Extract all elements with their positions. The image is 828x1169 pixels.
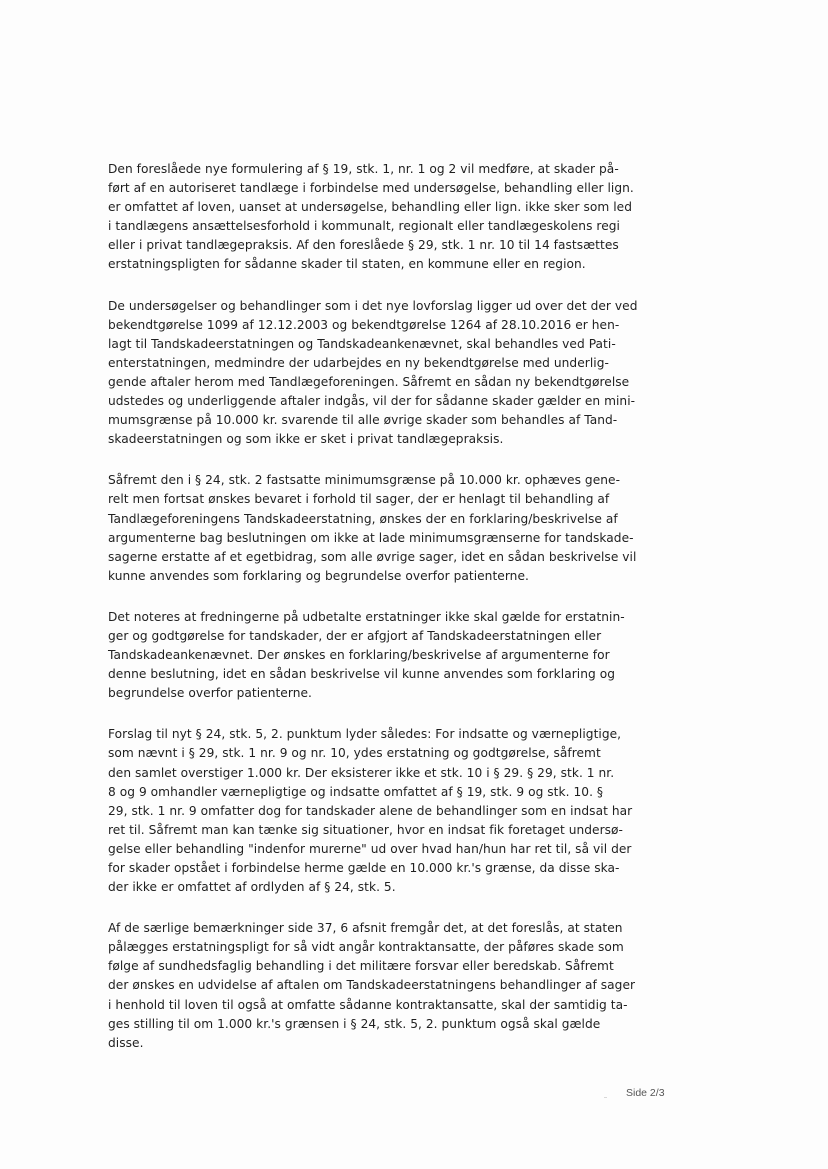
text-line: ret til. Såfremt man kan tænke sig situationer, hvor en indsat fik foretaget undersø-	[108, 822, 623, 837]
text-line: erstatningspligten for sådanne skader til staten, en kommune eller en region.	[108, 257, 586, 272]
text-line: Den foreslåede nye formulering af § 19, stk. 1, nr. 1 og 2 vil medføre, at skader på-	[108, 162, 619, 176]
scan-mark	[604, 1097, 607, 1098]
text-line: Såfremt den i § 24, stk. 2 fastsatte minimumsgrænse på 10.000 kr. ophæves gene-	[108, 473, 621, 488]
paragraph	[108, 608, 638, 703]
text-line: som nævnt i § 29, stk. 1 nr. 9 og nr. 10, ydes erstatning og godtgørelse, såfremt	[108, 746, 601, 761]
text-line: De undersøgelser og behandlinger som i det nye lovforslag ligger ud over det der ved	[108, 298, 638, 313]
text-line: argumenterne bag beslutningen om ikke at lade minimumsgrænserne for tandskade-	[108, 530, 634, 545]
text-line: er omfattet af loven, uanset at undersøgelse, behandling eller lign. ikke sker som led	[108, 200, 632, 215]
text-line: Tandskadeankenævnet. Der ønskes en forklaring/beskrivelse af argumenterne for	[108, 648, 610, 663]
text-line: ger og godtgørelse for tandskader, der er afgjort af Tandskadeerstatningen eller	[108, 628, 602, 643]
text-line: denne beslutning, idet en sådan beskrivelse vil kunne anvendes som forklaring og	[108, 667, 616, 682]
text-line: der ønskes en udvidelse af aftalen om Tandskadeerstatningens behandlinger af sager	[108, 978, 636, 993]
text-line: kunne anvendes som forklaring og begrundelse overfor patienterne.	[108, 568, 529, 583]
text-line: der ikke er omfattet af ordlyden af § 24, stk. 5.	[108, 880, 396, 895]
text-line: Af de særlige bemærkninger side 37, 6 afsnit fremgår det, at det foreslås, at staten	[108, 921, 623, 936]
text-line: mumsgrænse på 10.000 kr. svarende til alle øvrige skader som behandles af Tand-	[108, 413, 618, 428]
text-line: i tandlægens ansættelsesforhold i kommunalt, regionalt eller tandlægeskolens regi	[108, 219, 620, 234]
page-number: Side 2/3	[626, 1087, 665, 1099]
text-line: 29, stk. 1 nr. 9 omfatter dog for tandskader alene de behandlinger som en indsat har	[108, 803, 633, 818]
text-line: gende aftaler herom med Tandlægeforeningen. Såfremt en sådan ny bekendtgørelse	[108, 374, 630, 389]
paragraph	[108, 919, 638, 1053]
text-line: Det noteres at fredningerne på udbetalte erstatninger ikke skal gælde for erstatnin-	[108, 609, 625, 624]
paragraph	[108, 297, 638, 450]
text-line: gelse eller behandling "indenfor murerne" ud over hvad han/hun har ret til, så vil der	[108, 841, 632, 856]
text-line: følge af sundhedsfaglig behandling i det militære forsvar eller beredskab. Såfremt	[108, 959, 614, 974]
text-line: disse.	[108, 1035, 144, 1050]
paragraph	[108, 471, 638, 586]
text-line: 8 og 9 omhandler værnepligtige og indsatte omfattet af § 19, stk. 9 og stk. 10. §	[108, 784, 604, 799]
text-line: Forslag til nyt § 24, stk. 5, 2. punktum lyder således: For indsatte og værnepligtige,	[108, 727, 622, 742]
text-line: Tandlægeforeningens Tandskadeerstatning, ønskes der en forklaring/beskrivelse af	[108, 511, 618, 526]
text-line: lagt til Tandskadeerstatningen og Tandskadeankenævnet, skal behandles ved Pati-	[108, 336, 616, 351]
text-line: relt men fortsat ønskes bevaret i forhold til sager, der er henlagt til behandling af	[108, 492, 610, 507]
text-line: for skader opstået i forbindelse herme gælde en 10.000 kr.'s grænse, da disse ska-	[108, 861, 620, 875]
text-line: ført af en autoriseret tandlæge i forbindelse med undersøgelse, behandling eller lign.	[108, 181, 634, 196]
text-line: eller i privat tandlægepraksis. Af den foreslåede § 29, stk. 1 nr. 10 til 14 fastsættes	[108, 238, 619, 253]
text-line: enterstatningen, medmindre der udarbejdes en ny bekendtgørelse med underlig-	[108, 355, 609, 370]
text-line: i henhold til loven til også at omfatte sådanne kontraktansatte, skal der samtidig ta-	[108, 997, 628, 1012]
text-line: bekendtgørelse 1099 af 12.12.2003 og bekendtgørelse 1264 af 28.10.2016 er hen-	[108, 317, 620, 332]
text-line: ges stilling til om 1.000 kr.'s grænsen i § 24, stk. 5, 2. punktum også skal gælde	[108, 1016, 601, 1031]
paragraph	[108, 160, 638, 275]
text-line: begrundelse overfor patienterne.	[108, 686, 312, 701]
text-line: pålægges erstatningspligt for så vidt angår kontraktansatte, der påføres skade som	[108, 940, 624, 955]
text-line: den samlet overstiger 1.000 kr. Der eksisterer ikke et stk. 10 i § 29. § 29, stk. 1 nr.	[108, 765, 615, 780]
paragraph	[108, 725, 638, 897]
text-line: sagerne erstatte af et egetbidrag, som alle øvrige sager, idet en sådan beskrivelse vil	[108, 549, 637, 564]
text-line: skadeerstatningen og som ikke er sket i privat tandlægepraksis.	[108, 432, 504, 447]
document-body	[108, 160, 638, 1075]
text-line: udstedes og underliggende aftaler indgås, vil der for sådanne skader gælder en mini-	[108, 394, 636, 409]
